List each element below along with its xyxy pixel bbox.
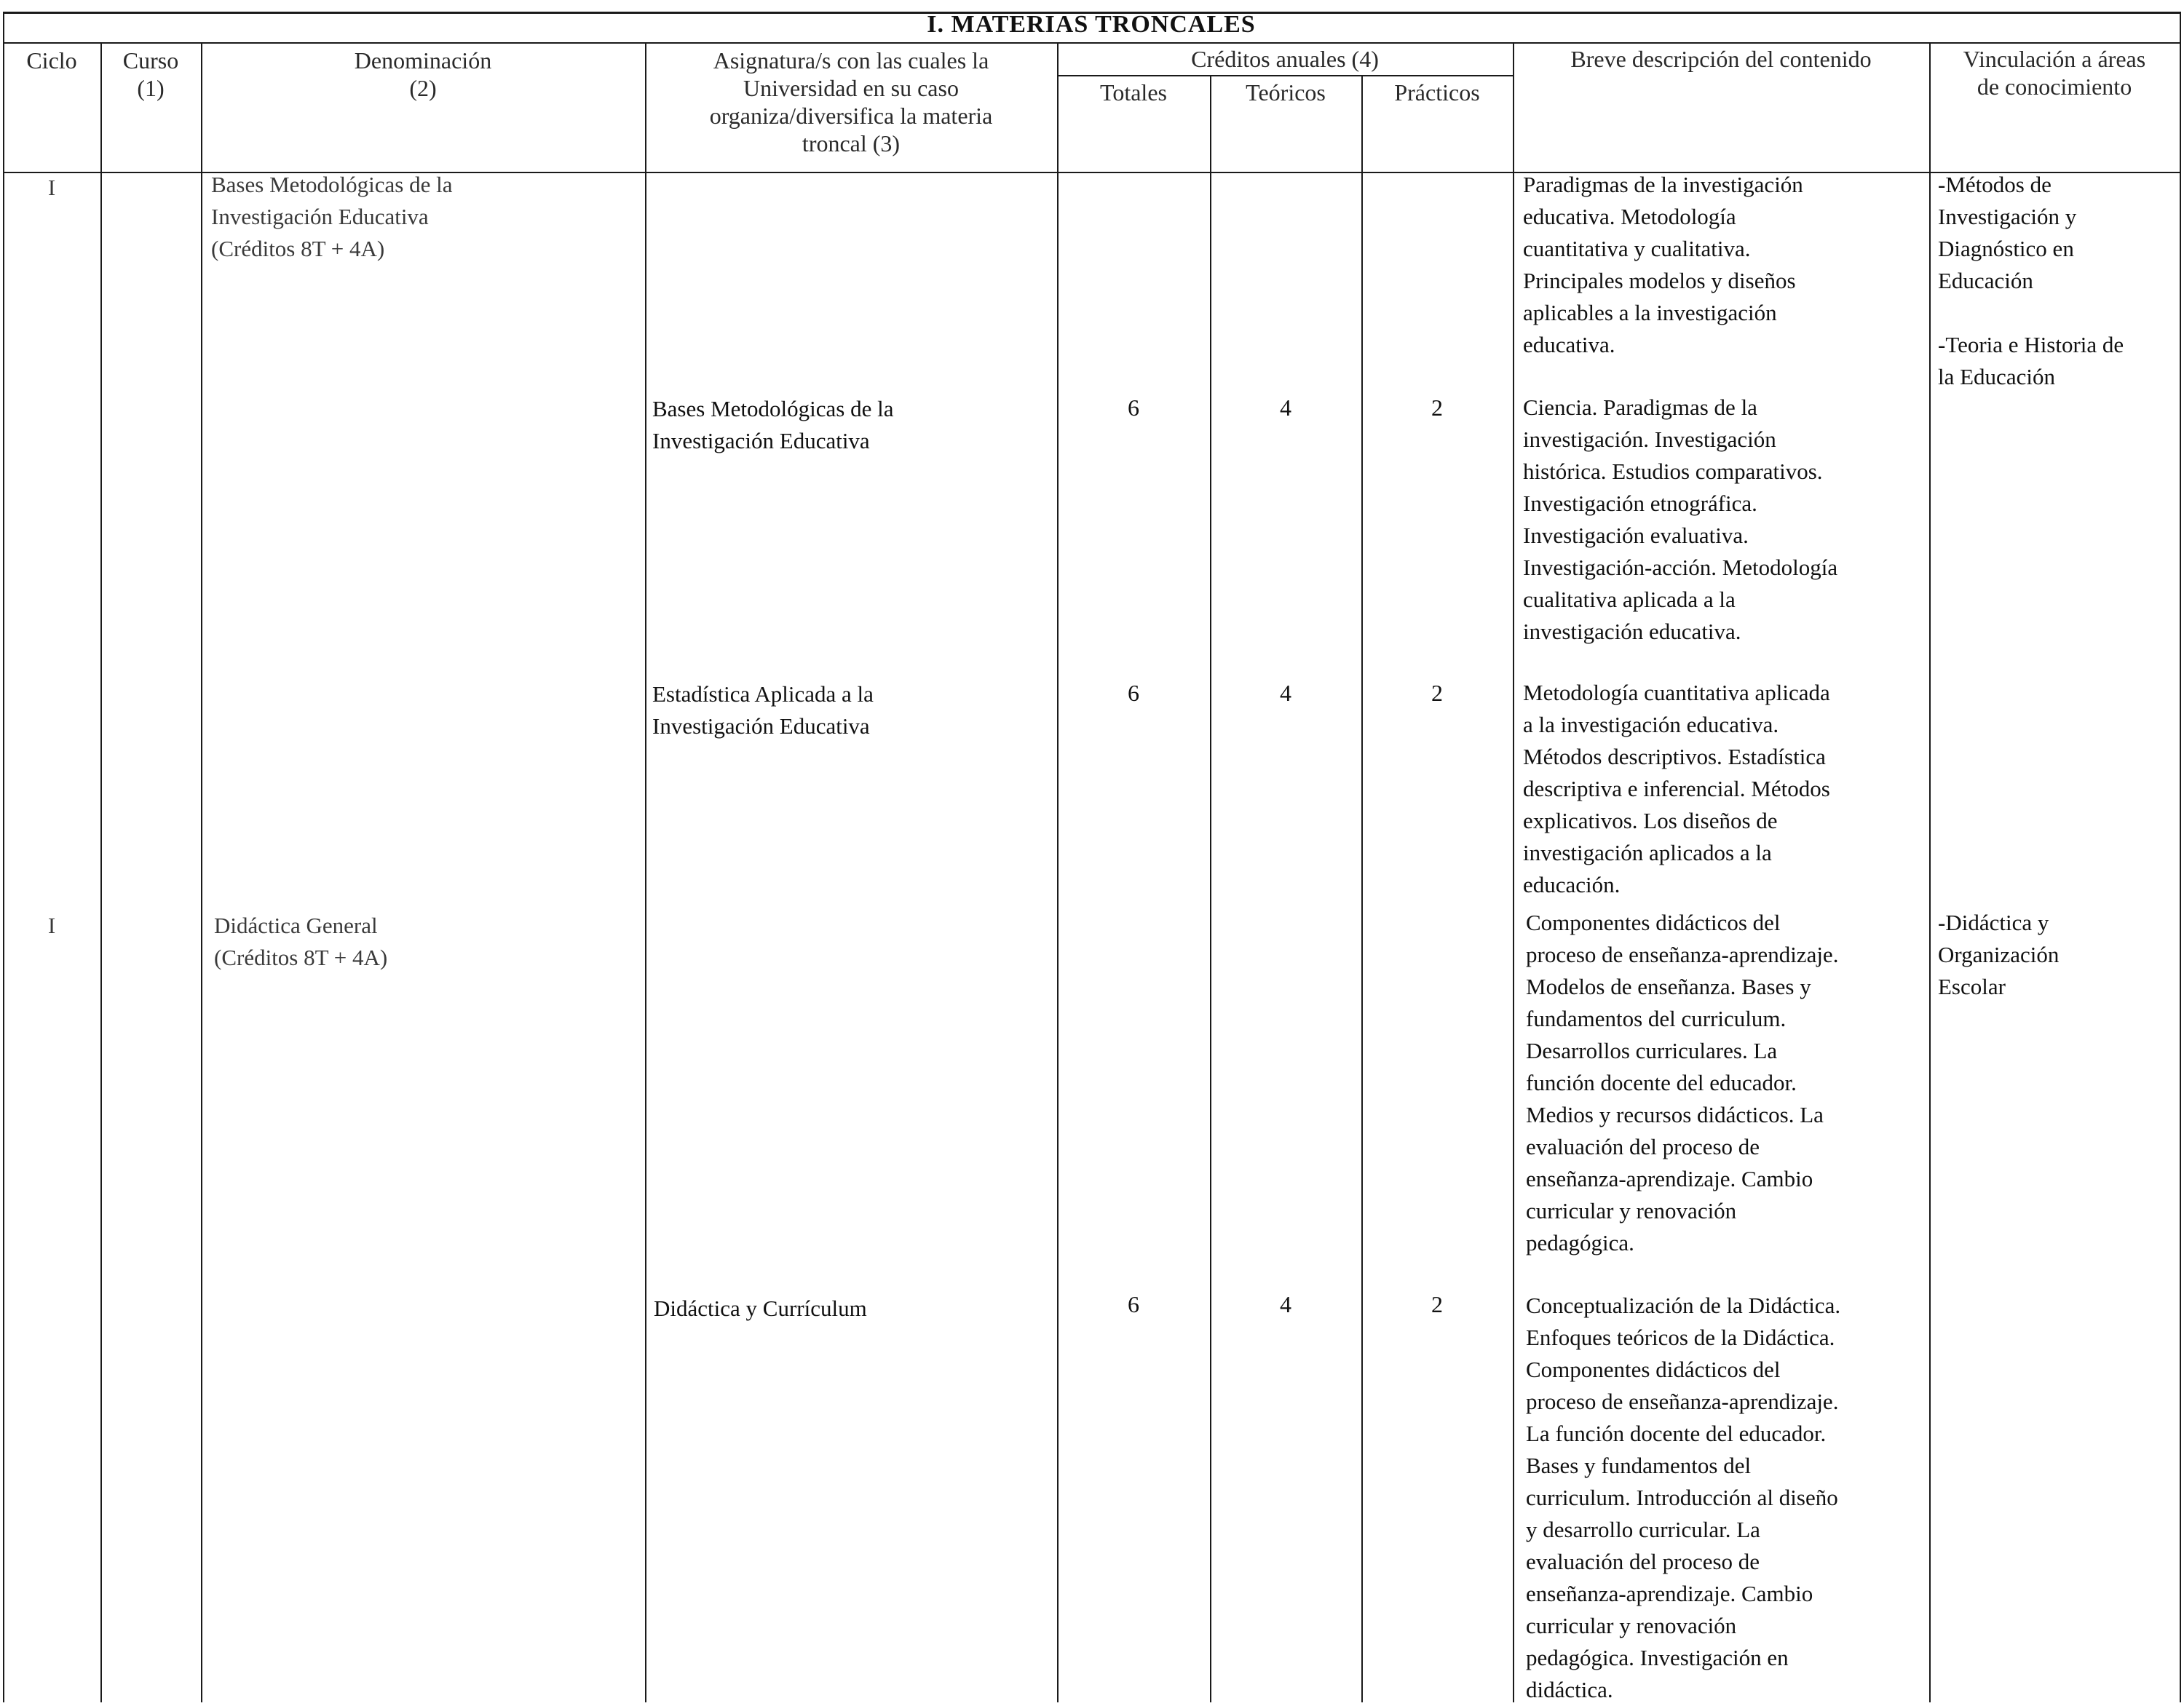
materia-1-ciclo: I — [47, 175, 56, 200]
asignatura-1-2-teoricos: 4 — [1280, 680, 1291, 706]
asignatura-1-1-teoricos: 4 — [1280, 394, 1291, 421]
asignatura-1-1-descripcion: Ciencia. Paradigmas de la investigación. Investigación histórica. Estudios comparativos. Investigación etnográfica. Investigación evaluativa. Investigación-acción. Metodología cualitativa aplicada a la investigación educativa. — [1523, 394, 1838, 644]
asignatura-1-2-descripcion: Metodología cuantitativa aplicada a la investigación educativa. Métodos descriptivos. Estadística descriptiva e inferencial. Métodos explicativos. Los diseños de investigación aplicados a la educación. — [1523, 680, 1830, 897]
creditos-subheader-rule — [1057, 75, 1513, 76]
header-asignaturas: Asignatura/s con las cuales la Universidad en su caso organiza/diversifica la materia troncal (3) — [709, 47, 993, 156]
asignatura-1-1-totales: 6 — [1128, 394, 1139, 421]
materia-2-vinculacion: -Didáctica y Organización Escolar — [1938, 910, 2060, 999]
col-rule-practicos — [1513, 42, 1514, 1702]
asignatura-1-1-practicos: 2 — [1431, 394, 1443, 421]
asignatura-2-1-practicos: 2 — [1431, 1291, 1443, 1317]
asignatura-2-1-nombre: Didáctica y Currículum — [654, 1296, 867, 1321]
header-vinculacion: Vinculación a áreas de conocimiento — [1963, 46, 2146, 100]
materia-1-denominacion: Bases Metodológicas de la Investigación Educativa (Créditos 8T + 4A) — [211, 172, 453, 261]
asignatura-2-1-teoricos: 4 — [1280, 1291, 1291, 1317]
col-rule-denominacion — [645, 42, 646, 1702]
materia-2-denominacion: Didáctica General (Créditos 8T + 4A) — [214, 913, 388, 970]
asignatura-1-2-practicos: 2 — [1431, 680, 1443, 706]
asignatura-1-1-nombre: Bases Metodológicas de la Investigación Educativa — [652, 396, 894, 453]
materia-2-descripcion: Componentes didácticos del proceso de enseñanza-aprendizaje. Modelos de enseñanza. Bases y fundamentos del curriculum. Desarrollos curriculares. La función docente del educador. Medios y recursos didácticos. La evaluación del proceso de enseñanza-aprendizaje. Cambio curricular y renovación pedagógica. — [1526, 910, 1839, 1255]
materia-1-vinculacion: -Métodos de Investigación y Diagnóstico en Educación -Teoria e Historia de la Educación — [1938, 172, 2124, 389]
col-rule-asignaturas — [1057, 42, 1059, 1702]
asignatura-2-1-totales: 6 — [1128, 1291, 1139, 1317]
header-creditos: Créditos anuales (4) — [1191, 46, 1379, 72]
materia-2-ciclo: I — [47, 913, 56, 938]
section-title: I. MATERIAS TRONCALES — [927, 11, 1256, 38]
col-rule-descripcion — [1929, 42, 1931, 1702]
header-teoricos: Teóricos — [1246, 79, 1326, 106]
asignatura-2-1-descripcion: Conceptualización de la Didáctica. Enfoques teóricos de la Didáctica. Componentes didácticos del proceso de enseñanza-aprendizaje. La función docente del educador. Bases y fundamentos del curriculum. Introducción al diseño y desarrollo curricular. La evaluación del proceso de enseñanza-aprendizaje. Cambio curricular y renovación pedagógica. Investigación en didáctica. — [1526, 1293, 1841, 1702]
col-rule-left — [3, 12, 4, 1702]
header-practicos: Prácticos — [1394, 79, 1480, 106]
col-rule-curso — [201, 42, 202, 1702]
header-denominacion: Denominación (2) — [354, 47, 492, 101]
title-bottom-rule — [3, 42, 2181, 44]
header-ciclo: Ciclo — [26, 47, 77, 74]
materia-1-descripcion: Paradigmas de la investigación educativa. Metodología cuantitativa y cualitativa. Principales modelos y diseños aplicables a la investigación educativa. — [1523, 172, 1803, 357]
header-totales: Totales — [1100, 79, 1167, 106]
col-rule-teoricos — [1361, 75, 1363, 1702]
col-rule-ciclo — [100, 42, 102, 1702]
asignatura-1-2-nombre: Estadística Aplicada a la Investigación Educativa — [652, 681, 874, 739]
col-rule-totales — [1210, 75, 1211, 1702]
header-curso: Curso (1) — [122, 47, 179, 101]
header-descripcion: Breve descripción del contenido — [1570, 46, 1872, 72]
asignatura-1-2-totales: 6 — [1128, 680, 1139, 706]
col-rule-right — [2180, 12, 2181, 1702]
